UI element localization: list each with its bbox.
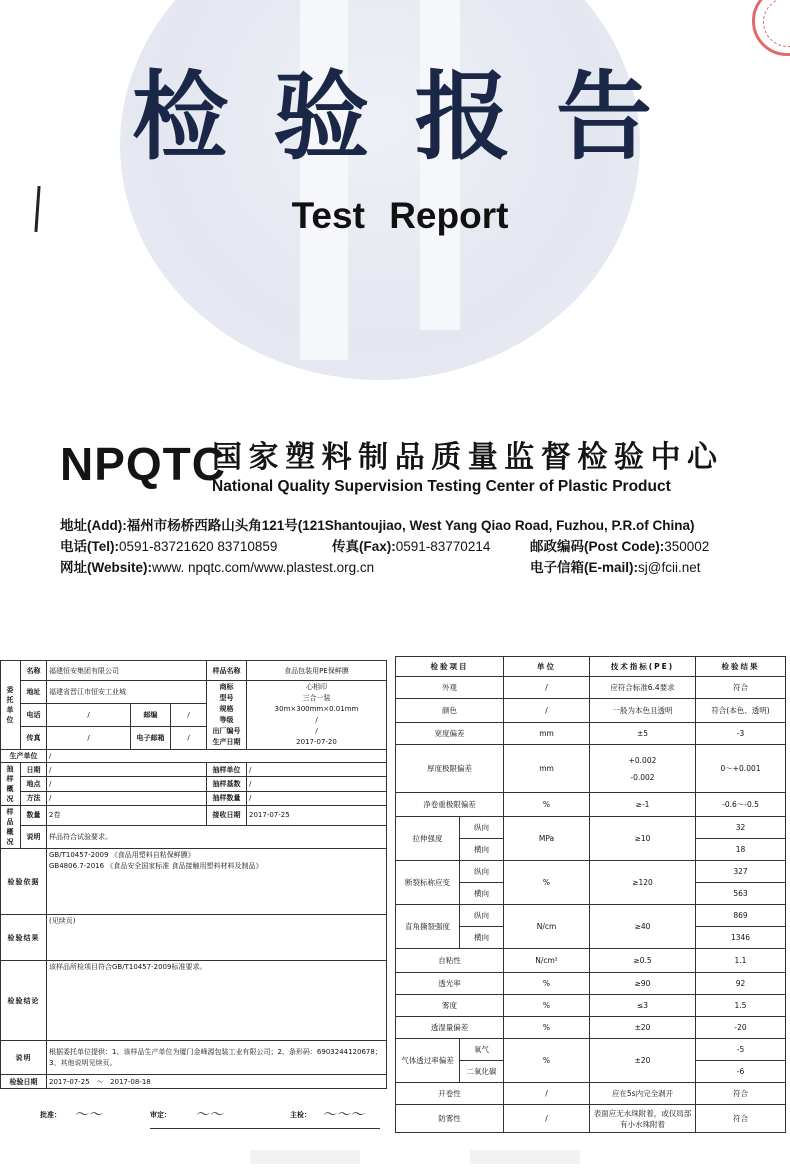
basis-value bbox=[47, 849, 387, 915]
result-cell: -0.6～-0.5 bbox=[696, 793, 786, 817]
product-attr-values bbox=[247, 681, 387, 750]
unit-cell: N/cm bbox=[504, 905, 590, 949]
inspection-info-form bbox=[0, 660, 387, 1089]
table-row bbox=[396, 1017, 786, 1039]
sampling-base-label: 抽样基数 bbox=[207, 777, 247, 791]
item-cell: 气体透过率偏差 bbox=[396, 1039, 460, 1083]
gas-cell: 氧气 bbox=[460, 1039, 504, 1061]
scan-edge-mark bbox=[34, 186, 40, 232]
prod-date-label: 生产日期 bbox=[212, 738, 241, 746]
approver-label: 批准： bbox=[40, 1111, 61, 1119]
sample-name-label: 样品名称 bbox=[207, 661, 247, 681]
item-cell: 外观 bbox=[396, 677, 504, 699]
post-label: 邮政编码(Post Code): bbox=[530, 539, 665, 554]
item-cell: 宽度偏差 bbox=[396, 723, 504, 745]
table-row bbox=[396, 723, 786, 745]
signature-line bbox=[150, 1128, 380, 1129]
basis-line-1: GB/T10457-2009 《食品用塑料自粘保鲜膜》 bbox=[49, 851, 195, 859]
test-date-range bbox=[47, 1075, 387, 1089]
result-cell: -6 bbox=[696, 1061, 786, 1083]
fax-label: 传真(Fax): bbox=[332, 539, 396, 554]
header-item: 检验项目 bbox=[396, 657, 504, 677]
fax-value: / bbox=[47, 727, 131, 750]
zip-label: 邮编 bbox=[131, 704, 171, 727]
item-cell: 厚度极限偏差 bbox=[396, 745, 504, 793]
unit-cell: % bbox=[504, 793, 590, 817]
email-value: sj@fcii.net bbox=[638, 560, 701, 575]
conclusion-value: 该样品所检项目符合GB/T10457-2009标准要求。 bbox=[47, 961, 387, 1041]
unit-cell: % bbox=[504, 995, 590, 1017]
item-cell: 拉伸强度 bbox=[396, 817, 460, 861]
unit-cell: % bbox=[504, 1039, 590, 1083]
red-seal-stamp bbox=[752, 0, 790, 56]
email-label: 电子信箱(E-mail): bbox=[530, 560, 638, 575]
item-cell: 雾度 bbox=[396, 995, 504, 1017]
table-row bbox=[396, 905, 786, 927]
conclusion-label: 检验结论 bbox=[1, 961, 47, 1041]
website-label: 网址(Website): bbox=[60, 560, 153, 575]
result-cell: 563 bbox=[696, 883, 786, 905]
desc-label: 说明 bbox=[21, 825, 47, 848]
sampling-date-label: 日期 bbox=[21, 763, 47, 777]
sample-name-value: 食品包装用PE保鲜膜 bbox=[247, 661, 387, 681]
fax-value: 0591-83770214 bbox=[395, 539, 491, 554]
phone-value: / bbox=[47, 704, 131, 727]
result-cell: 1.1 bbox=[696, 949, 786, 973]
direction-cell: 横向 bbox=[460, 883, 504, 905]
result-cell: 符合 bbox=[696, 1083, 786, 1105]
model-label: 型号 bbox=[219, 694, 234, 702]
unit-cell: % bbox=[504, 973, 590, 995]
spec-cell: 表面应无水珠附着，或仅局部有小水珠附着 bbox=[590, 1105, 696, 1133]
reviewer-signature: 〜〜 bbox=[195, 1107, 223, 1123]
product-attr-labels bbox=[207, 681, 247, 750]
tester-signature: 〜〜〜 bbox=[322, 1107, 364, 1123]
sampling-qty-value: / bbox=[247, 791, 387, 805]
table-row bbox=[396, 995, 786, 1017]
result-cell: 符合 bbox=[696, 677, 786, 699]
table-row bbox=[396, 861, 786, 883]
item-cell: 透湿量偏差 bbox=[396, 1017, 504, 1039]
tel-label: 电话(Tel): bbox=[60, 539, 119, 554]
spec-cell: ≥120 bbox=[590, 861, 696, 905]
email-value: / bbox=[171, 727, 207, 750]
result-cell: 869 bbox=[696, 905, 786, 927]
address-label: 地址(Add): bbox=[60, 518, 127, 533]
result-cell: 1.5 bbox=[696, 995, 786, 1017]
unit-cell: / bbox=[504, 677, 590, 699]
prod-date-value: 2017-07-20 bbox=[296, 738, 337, 746]
sampling-label: 抽样概况 bbox=[1, 763, 21, 806]
fax-label: 传真 bbox=[21, 727, 47, 750]
spec-cell: ±20 bbox=[590, 1017, 696, 1039]
tel-value: 0591-83721620 83710859 bbox=[119, 539, 278, 554]
item-cell: 净卷重极限偏差 bbox=[396, 793, 504, 817]
table-row bbox=[396, 973, 786, 995]
direction-cell: 横向 bbox=[460, 839, 504, 861]
table-row bbox=[396, 1039, 786, 1061]
table-row bbox=[396, 677, 786, 699]
spec-cell: 一般为本色且透明 bbox=[590, 699, 696, 723]
spec-cell: 应在5s内完全剥开 bbox=[590, 1083, 696, 1105]
receive-date-value: 2017-07-25 bbox=[247, 806, 387, 826]
item-cell: 防雾性 bbox=[396, 1105, 504, 1133]
result-value: (见续页) bbox=[47, 915, 387, 961]
org-fax bbox=[332, 535, 490, 555]
unit-cell: % bbox=[504, 861, 590, 905]
test-date-from: 2017-07-25 bbox=[49, 1077, 90, 1086]
trademark-label: 商标 bbox=[219, 683, 234, 691]
approver-signature: 〜〜 bbox=[74, 1107, 102, 1123]
item-cell: 自粘性 bbox=[396, 949, 504, 973]
producer-label: 生产单位 bbox=[1, 750, 47, 763]
spec-cell: ≥10 bbox=[590, 817, 696, 861]
header-result: 检验结果 bbox=[696, 657, 786, 677]
result-cell: 92 bbox=[696, 973, 786, 995]
signature-row bbox=[0, 1104, 386, 1134]
test-date-separator: ～ bbox=[96, 1077, 104, 1086]
result-cell: -5 bbox=[696, 1039, 786, 1061]
watermark-bar bbox=[300, 0, 348, 360]
website-value: www. npqtc.com/www.plastest.org.cn bbox=[152, 560, 375, 575]
basis-label: 检验依据 bbox=[1, 849, 47, 915]
item-cell: 直角撕裂强度 bbox=[396, 905, 460, 949]
spec-cell: ≥40 bbox=[590, 905, 696, 949]
spec-cell: ≤3 bbox=[590, 995, 696, 1017]
test-date-to: 2017-08-18 bbox=[110, 1077, 151, 1086]
name-value: 福建恒安集团有限公司 bbox=[47, 661, 207, 681]
org-name-en: National Quality Supervision Testing Center of Plastic Product bbox=[212, 478, 671, 495]
item-cell: 断裂标称应变 bbox=[396, 861, 460, 905]
result-cell: 符合(本色、透明) bbox=[696, 699, 786, 723]
spec-cell: ±5 bbox=[590, 723, 696, 745]
footer-watermark-strip bbox=[0, 1140, 790, 1176]
batch-label: 出厂编号 bbox=[212, 727, 241, 735]
result-cell: 符合 bbox=[696, 1105, 786, 1133]
basis-line-2: GB4806.7-2016 《食品安全国家标准 食品接触用塑料材料及制品》 bbox=[49, 862, 263, 870]
result-label: 检验结果 bbox=[1, 915, 47, 961]
email-label: 电子邮箱 bbox=[131, 727, 171, 750]
result-cell: 18 bbox=[696, 839, 786, 861]
faint-watermark bbox=[470, 1150, 580, 1164]
sampling-unit-value: / bbox=[247, 763, 387, 777]
client-label: 委托单位 bbox=[1, 661, 21, 750]
result-cell: 1346 bbox=[696, 927, 786, 949]
report-title-cn: 检验报告 bbox=[132, 61, 652, 173]
org-postcode bbox=[530, 535, 709, 555]
address-label: 地址 bbox=[21, 681, 47, 704]
org-email bbox=[530, 556, 700, 576]
table-row bbox=[396, 745, 786, 793]
table-row bbox=[396, 1083, 786, 1105]
table-row bbox=[396, 817, 786, 839]
gas-cell: 二氧化碳 bbox=[460, 1061, 504, 1083]
unit-cell: % bbox=[504, 1017, 590, 1039]
sample-overview-label: 样品概况 bbox=[1, 806, 21, 849]
model-value: 三合一装 bbox=[302, 694, 331, 702]
unit-cell: mm bbox=[504, 745, 590, 793]
direction-cell: 纵向 bbox=[460, 817, 504, 839]
unit-cell: / bbox=[504, 1083, 590, 1105]
sampling-base-value: / bbox=[247, 777, 387, 791]
sampling-place-label: 地点 bbox=[21, 777, 47, 791]
sampling-method-label: 方法 bbox=[21, 791, 47, 805]
sampling-date-value: / bbox=[47, 763, 207, 777]
org-telephone bbox=[60, 535, 277, 555]
post-value: 350002 bbox=[664, 539, 710, 554]
sampling-qty-label: 抽样数量 bbox=[207, 791, 247, 805]
unit-cell: N/cm² bbox=[504, 949, 590, 973]
sampling-place-value: / bbox=[47, 777, 207, 791]
address-value: 福州市杨桥西路山头角121号(121Shantoujiao, West Yang Qiao Road, Fuzhou, P.R.of China) bbox=[126, 518, 695, 533]
producer-value: / bbox=[47, 750, 387, 763]
spec-upper: +0.002 bbox=[628, 755, 657, 765]
spec-lower: -0.002 bbox=[630, 772, 655, 782]
direction-cell: 横向 bbox=[460, 927, 504, 949]
spec-cell: 应符合标准6.4要求 bbox=[590, 677, 696, 699]
result-cell: -3 bbox=[696, 723, 786, 745]
spec-label: 规格 bbox=[219, 705, 234, 713]
header-spec: 技术指标(PE) bbox=[590, 657, 696, 677]
watermark-logo bbox=[120, 0, 640, 380]
table-row bbox=[396, 793, 786, 817]
direction-cell: 纵向 bbox=[460, 905, 504, 927]
org-logo: NPQTC bbox=[60, 438, 226, 490]
test-date-label: 检验日期 bbox=[1, 1075, 47, 1089]
spec-cell: ≥90 bbox=[590, 973, 696, 995]
reviewer-label: 审定： bbox=[150, 1111, 171, 1119]
receive-date-label: 接收日期 bbox=[207, 806, 247, 826]
spec-cell: ≥-1 bbox=[590, 793, 696, 817]
table-row bbox=[396, 699, 786, 723]
spec-cell: ≥0.5 bbox=[590, 949, 696, 973]
grade-label: 等级 bbox=[219, 716, 234, 724]
faint-watermark bbox=[250, 1150, 360, 1164]
tester-label: 主检： bbox=[290, 1111, 311, 1119]
zip-value: / bbox=[171, 704, 207, 727]
address-value: 福建省晋江市恒安工业城 bbox=[47, 681, 207, 704]
spec-value: 30m×300mm×0.01mm bbox=[274, 705, 359, 713]
result-cell: 0～+0.001 bbox=[696, 745, 786, 793]
table-row bbox=[396, 1105, 786, 1133]
test-results-table bbox=[395, 656, 786, 1133]
remark-value: 根据委托单位提供：1、该样品生产单位为厦门金峰源包装工业有限公司；2、条形码：6903244120678；3、其他说明见续页。 bbox=[47, 1041, 387, 1075]
sampling-unit-label: 抽样单位 bbox=[207, 763, 247, 777]
spec-cell: ±20 bbox=[590, 1039, 696, 1083]
batch-value: / bbox=[315, 727, 318, 735]
header-unit: 单位 bbox=[504, 657, 590, 677]
item-cell: 开卷性 bbox=[396, 1083, 504, 1105]
sampling-method-value: / bbox=[47, 791, 207, 805]
result-cell: -20 bbox=[696, 1017, 786, 1039]
unit-cell: / bbox=[504, 1105, 590, 1133]
remark-label: 说明 bbox=[1, 1041, 47, 1075]
item-cell: 颜色 bbox=[396, 699, 504, 723]
item-cell: 透光率 bbox=[396, 973, 504, 995]
result-cell: 32 bbox=[696, 817, 786, 839]
unit-cell: mm bbox=[504, 723, 590, 745]
org-name-cn: 国家塑料制品质量监督检验中心 bbox=[212, 440, 717, 475]
quantity-value: 2卷 bbox=[47, 806, 207, 826]
quantity-label: 数量 bbox=[21, 806, 47, 826]
table-row bbox=[396, 949, 786, 973]
unit-cell: MPa bbox=[504, 817, 590, 861]
report-title-en: Test Report bbox=[291, 195, 509, 236]
spec-cell bbox=[590, 745, 696, 793]
desc-value: 样品符合试验要求。 bbox=[47, 825, 387, 848]
org-address bbox=[60, 514, 695, 534]
trademark-value: 心相印 bbox=[306, 683, 327, 691]
name-label: 名称 bbox=[21, 661, 47, 681]
phone-label: 电话 bbox=[21, 704, 47, 727]
org-website bbox=[60, 556, 374, 576]
unit-cell: / bbox=[504, 699, 590, 723]
direction-cell: 纵向 bbox=[460, 861, 504, 883]
grade-value: / bbox=[315, 716, 318, 724]
result-cell: 327 bbox=[696, 861, 786, 883]
